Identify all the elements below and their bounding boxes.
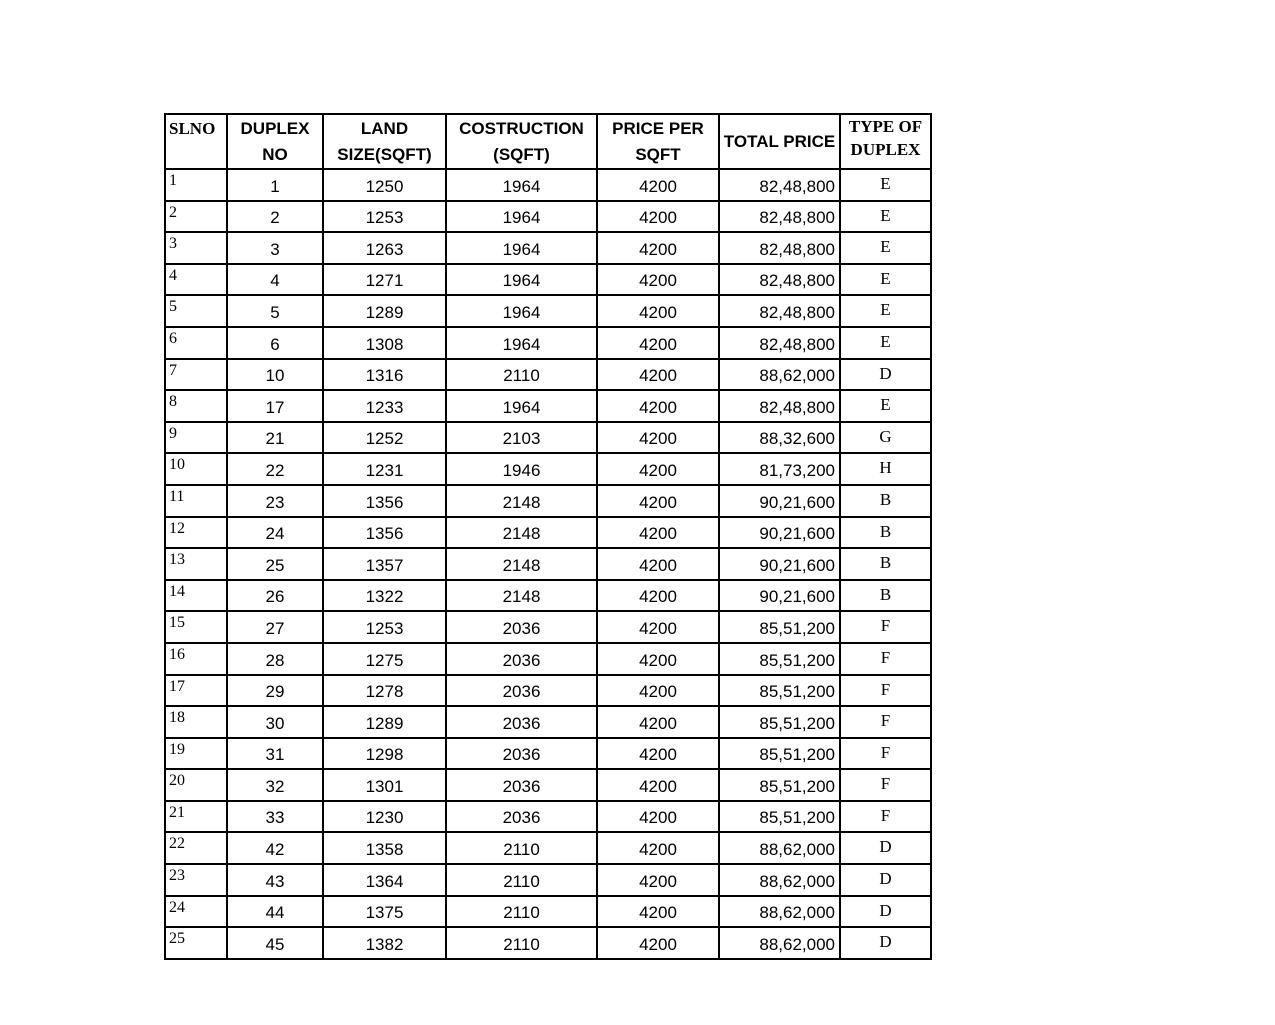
cell-land-size: 1316 (323, 359, 446, 391)
cell-slno: 17 (165, 675, 227, 707)
cell-type-of-duplex: F (840, 611, 931, 643)
cell-land-size: 1252 (323, 422, 446, 454)
cell-total-price: 82,48,800 (719, 390, 840, 422)
cell-price-per-sqft: 4200 (597, 738, 719, 770)
cell-price-per-sqft: 4200 (597, 327, 719, 359)
cell-slno: 22 (165, 832, 227, 864)
cell-duplex-no: 33 (227, 801, 323, 833)
cell-total-price: 88,62,000 (719, 927, 840, 959)
cell-land-size: 1278 (323, 675, 446, 707)
table-row (165, 769, 931, 801)
cell-construction: 1946 (446, 453, 597, 485)
cell-land-size: 1275 (323, 643, 446, 675)
cell-total-price: 88,62,000 (719, 896, 840, 928)
cell-duplex-no: 45 (227, 927, 323, 959)
cell-duplex-no: 27 (227, 611, 323, 643)
cell-slno: 2 (165, 201, 227, 233)
cell-land-size: 1289 (323, 295, 446, 327)
table-row (165, 548, 931, 580)
cell-land-size: 1322 (323, 580, 446, 612)
cell-land-size: 1382 (323, 927, 446, 959)
cell-price-per-sqft: 4200 (597, 201, 719, 233)
cell-total-price: 85,51,200 (719, 706, 840, 738)
header-price-per-sqft: PRICE PER SQFT (597, 114, 719, 169)
cell-price-per-sqft: 4200 (597, 801, 719, 833)
cell-type-of-duplex: F (840, 769, 931, 801)
cell-type-of-duplex: F (840, 643, 931, 675)
cell-price-per-sqft: 4200 (597, 864, 719, 896)
table-row (165, 801, 931, 833)
cell-land-size: 1298 (323, 738, 446, 770)
cell-total-price: 82,48,800 (719, 295, 840, 327)
table-row (165, 864, 931, 896)
cell-land-size: 1253 (323, 611, 446, 643)
cell-land-size: 1358 (323, 832, 446, 864)
cell-construction: 1964 (446, 264, 597, 296)
cell-slno: 4 (165, 264, 227, 296)
cell-duplex-no: 10 (227, 359, 323, 391)
cell-price-per-sqft: 4200 (597, 706, 719, 738)
cell-price-per-sqft: 4200 (597, 422, 719, 454)
cell-construction: 1964 (446, 327, 597, 359)
cell-type-of-duplex: E (840, 390, 931, 422)
cell-total-price: 82,48,800 (719, 232, 840, 264)
cell-construction: 2148 (446, 580, 597, 612)
cell-price-per-sqft: 4200 (597, 169, 719, 201)
cell-construction: 2148 (446, 548, 597, 580)
cell-price-per-sqft: 4200 (597, 485, 719, 517)
cell-total-price: 82,48,800 (719, 169, 840, 201)
table-row (165, 169, 931, 201)
table-row (165, 643, 931, 675)
cell-duplex-no: 31 (227, 738, 323, 770)
cell-type-of-duplex: E (840, 232, 931, 264)
cell-construction: 1964 (446, 232, 597, 264)
table-row (165, 927, 931, 959)
cell-type-of-duplex: E (840, 295, 931, 327)
header-duplex-no: DUPLEX NO (227, 114, 323, 169)
cell-land-size: 1289 (323, 706, 446, 738)
cell-slno: 18 (165, 706, 227, 738)
cell-total-price: 82,48,800 (719, 201, 840, 233)
cell-duplex-no: 30 (227, 706, 323, 738)
cell-construction: 1964 (446, 390, 597, 422)
cell-land-size: 1356 (323, 517, 446, 549)
cell-land-size: 1271 (323, 264, 446, 296)
cell-price-per-sqft: 4200 (597, 295, 719, 327)
cell-construction: 2036 (446, 675, 597, 707)
cell-construction: 1964 (446, 169, 597, 201)
cell-total-price: 81,73,200 (719, 453, 840, 485)
cell-construction: 2148 (446, 517, 597, 549)
cell-price-per-sqft: 4200 (597, 675, 719, 707)
cell-slno: 7 (165, 359, 227, 391)
cell-price-per-sqft: 4200 (597, 232, 719, 264)
header-land-size: LAND SIZE(SQFT) (323, 114, 446, 169)
cell-type-of-duplex: D (840, 832, 931, 864)
cell-construction: 2110 (446, 832, 597, 864)
cell-total-price: 85,51,200 (719, 611, 840, 643)
table-row (165, 390, 931, 422)
cell-price-per-sqft: 4200 (597, 264, 719, 296)
cell-construction: 2036 (446, 643, 597, 675)
cell-slno: 15 (165, 611, 227, 643)
cell-total-price: 85,51,200 (719, 675, 840, 707)
cell-construction: 1964 (446, 295, 597, 327)
cell-duplex-no: 4 (227, 264, 323, 296)
cell-type-of-duplex: D (840, 896, 931, 928)
cell-land-size: 1253 (323, 201, 446, 233)
cell-type-of-duplex: F (840, 738, 931, 770)
cell-type-of-duplex: G (840, 422, 931, 454)
cell-total-price: 85,51,200 (719, 769, 840, 801)
cell-duplex-no: 29 (227, 675, 323, 707)
cell-land-size: 1230 (323, 801, 446, 833)
table-row (165, 706, 931, 738)
table-row (165, 232, 931, 264)
cell-slno: 5 (165, 295, 227, 327)
cell-price-per-sqft: 4200 (597, 548, 719, 580)
table-row (165, 201, 931, 233)
cell-land-size: 1231 (323, 453, 446, 485)
header-construction: COSTRUCTION (SQFT) (446, 114, 597, 169)
cell-construction: 2036 (446, 611, 597, 643)
cell-slno: 16 (165, 643, 227, 675)
cell-land-size: 1357 (323, 548, 446, 580)
cell-slno: 9 (165, 422, 227, 454)
cell-total-price: 82,48,800 (719, 264, 840, 296)
cell-duplex-no: 6 (227, 327, 323, 359)
cell-duplex-no: 44 (227, 896, 323, 928)
cell-total-price: 82,48,800 (719, 327, 840, 359)
cell-slno: 13 (165, 548, 227, 580)
cell-price-per-sqft: 4200 (597, 453, 719, 485)
cell-total-price: 85,51,200 (719, 738, 840, 770)
cell-construction: 2036 (446, 738, 597, 770)
table-row (165, 832, 931, 864)
cell-construction: 2036 (446, 769, 597, 801)
cell-price-per-sqft: 4200 (597, 359, 719, 391)
cell-price-per-sqft: 4200 (597, 390, 719, 422)
cell-construction: 2036 (446, 801, 597, 833)
cell-total-price: 85,51,200 (719, 643, 840, 675)
cell-price-per-sqft: 4200 (597, 832, 719, 864)
cell-total-price: 90,21,600 (719, 485, 840, 517)
cell-construction: 2036 (446, 706, 597, 738)
cell-total-price: 88,62,000 (719, 359, 840, 391)
cell-slno: 1 (165, 169, 227, 201)
cell-type-of-duplex: E (840, 201, 931, 233)
header-row (165, 114, 931, 169)
cell-construction: 2110 (446, 864, 597, 896)
cell-slno: 6 (165, 327, 227, 359)
table-row (165, 327, 931, 359)
table-row (165, 359, 931, 391)
cell-slno: 24 (165, 896, 227, 928)
cell-duplex-no: 2 (227, 201, 323, 233)
cell-duplex-no: 24 (227, 517, 323, 549)
cell-duplex-no: 1 (227, 169, 323, 201)
cell-type-of-duplex: F (840, 706, 931, 738)
cell-type-of-duplex: E (840, 327, 931, 359)
cell-total-price: 88,62,000 (719, 864, 840, 896)
cell-price-per-sqft: 4200 (597, 927, 719, 959)
cell-slno: 14 (165, 580, 227, 612)
cell-construction: 2148 (446, 485, 597, 517)
cell-price-per-sqft: 4200 (597, 896, 719, 928)
cell-total-price: 90,21,600 (719, 580, 840, 612)
table-row (165, 611, 931, 643)
cell-total-price: 88,32,600 (719, 422, 840, 454)
table-row (165, 517, 931, 549)
cell-construction: 2110 (446, 896, 597, 928)
cell-slno: 11 (165, 485, 227, 517)
cell-type-of-duplex: F (840, 675, 931, 707)
cell-duplex-no: 28 (227, 643, 323, 675)
cell-type-of-duplex: B (840, 517, 931, 549)
cell-construction: 2103 (446, 422, 597, 454)
cell-construction: 2110 (446, 927, 597, 959)
cell-slno: 10 (165, 453, 227, 485)
cell-land-size: 1263 (323, 232, 446, 264)
cell-duplex-no: 21 (227, 422, 323, 454)
cell-price-per-sqft: 4200 (597, 643, 719, 675)
cell-type-of-duplex: B (840, 485, 931, 517)
cell-slno: 25 (165, 927, 227, 959)
table-row (165, 264, 931, 296)
cell-price-per-sqft: 4200 (597, 517, 719, 549)
cell-type-of-duplex: B (840, 580, 931, 612)
header-slno: SLNO (165, 114, 227, 169)
table-row (165, 675, 931, 707)
cell-slno: 19 (165, 738, 227, 770)
cell-price-per-sqft: 4200 (597, 769, 719, 801)
cell-land-size: 1364 (323, 864, 446, 896)
cell-duplex-no: 25 (227, 548, 323, 580)
cell-land-size: 1375 (323, 896, 446, 928)
cell-duplex-no: 3 (227, 232, 323, 264)
cell-slno: 20 (165, 769, 227, 801)
cell-duplex-no: 5 (227, 295, 323, 327)
cell-total-price: 88,62,000 (719, 832, 840, 864)
table-row (165, 295, 931, 327)
cell-slno: 12 (165, 517, 227, 549)
cell-slno: 21 (165, 801, 227, 833)
cell-price-per-sqft: 4200 (597, 611, 719, 643)
cell-duplex-no: 17 (227, 390, 323, 422)
cell-type-of-duplex: H (840, 453, 931, 485)
cell-type-of-duplex: D (840, 359, 931, 391)
cell-total-price: 90,21,600 (719, 517, 840, 549)
table-row (165, 453, 931, 485)
cell-land-size: 1233 (323, 390, 446, 422)
cell-slno: 3 (165, 232, 227, 264)
cell-price-per-sqft: 4200 (597, 580, 719, 612)
table-row (165, 422, 931, 454)
cell-duplex-no: 26 (227, 580, 323, 612)
table-row (165, 896, 931, 928)
cell-type-of-duplex: B (840, 548, 931, 580)
duplex-price-table (164, 113, 932, 960)
cell-land-size: 1356 (323, 485, 446, 517)
cell-type-of-duplex: D (840, 864, 931, 896)
cell-duplex-no: 43 (227, 864, 323, 896)
cell-total-price: 85,51,200 (719, 801, 840, 833)
cell-duplex-no: 32 (227, 769, 323, 801)
header-type-of-duplex: TYPE OF DUPLEX (840, 114, 931, 169)
cell-slno: 8 (165, 390, 227, 422)
cell-type-of-duplex: F (840, 801, 931, 833)
table-row (165, 580, 931, 612)
cell-construction: 1964 (446, 201, 597, 233)
cell-duplex-no: 23 (227, 485, 323, 517)
cell-duplex-no: 42 (227, 832, 323, 864)
cell-type-of-duplex: D (840, 927, 931, 959)
cell-land-size: 1250 (323, 169, 446, 201)
cell-land-size: 1301 (323, 769, 446, 801)
cell-total-price: 90,21,600 (719, 548, 840, 580)
header-total-price: TOTAL PRICE (719, 114, 840, 169)
cell-land-size: 1308 (323, 327, 446, 359)
cell-duplex-no: 22 (227, 453, 323, 485)
table-row (165, 738, 931, 770)
cell-slno: 23 (165, 864, 227, 896)
cell-type-of-duplex: E (840, 169, 931, 201)
cell-construction: 2110 (446, 359, 597, 391)
table-row (165, 485, 931, 517)
cell-type-of-duplex: E (840, 264, 931, 296)
